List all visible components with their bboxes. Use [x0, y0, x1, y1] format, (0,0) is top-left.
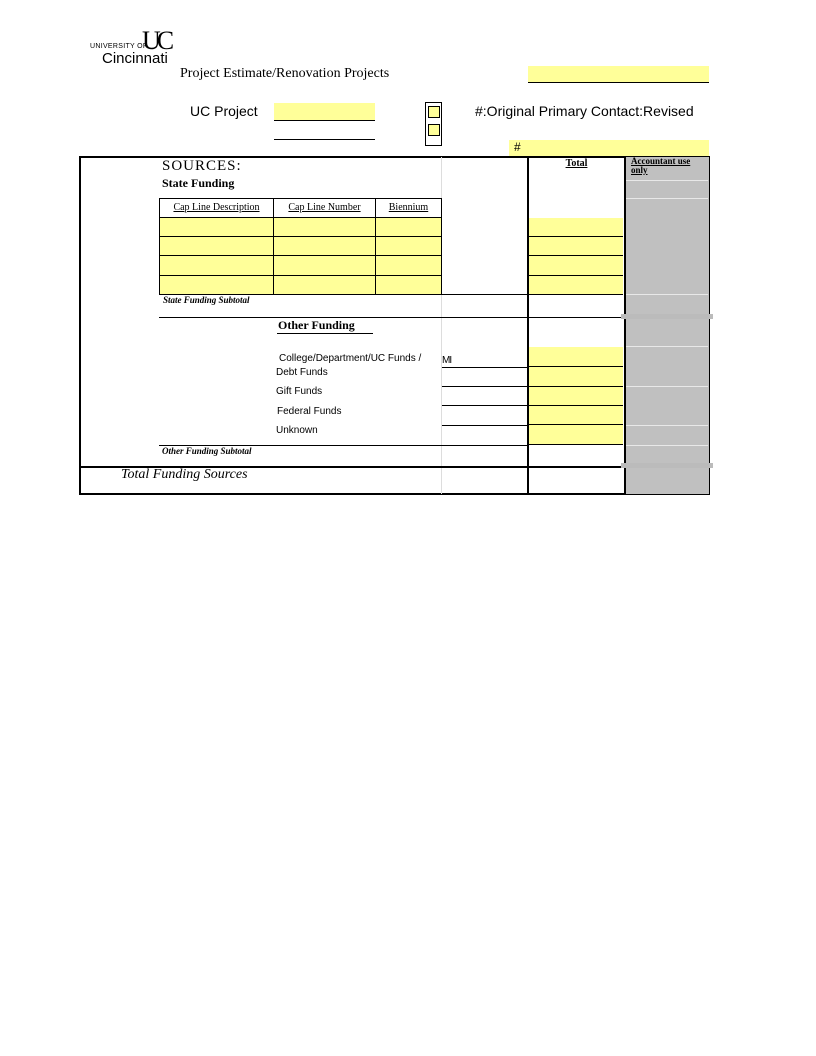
- other-subtotal-label: Other Funding Subtotal: [162, 446, 252, 456]
- biennium-header: Biennium: [375, 198, 442, 218]
- cap-line-description-header: Cap Line Description: [159, 198, 274, 218]
- sources-heading: SOURCES:: [162, 158, 242, 174]
- state-subtotal-label: State Funding Subtotal: [163, 295, 250, 305]
- university-logo: [88, 28, 178, 68]
- total-header: Total: [565, 158, 588, 169]
- other-total-cell-5[interactable]: [529, 425, 623, 445]
- accountant-grid-4: [626, 346, 708, 347]
- state-total-cell-4[interactable]: [529, 276, 623, 295]
- total-sources-marker: [621, 463, 713, 468]
- contact-line-label: #:Original Primary Contact:Revised: [475, 103, 694, 119]
- cap-num-cell-3[interactable]: [273, 255, 376, 276]
- accountant-header: Accountant use only: [631, 156, 691, 175]
- other-total-cell-4[interactable]: [529, 406, 623, 425]
- other-total-cell-2[interactable]: [529, 367, 623, 387]
- revised-checkbox[interactable]: [428, 124, 440, 136]
- original-checkbox[interactable]: [428, 106, 440, 118]
- debt-funds-label: Debt Funds: [276, 367, 328, 378]
- accountant-grid-6: [626, 425, 708, 426]
- state-subtotal-bottom-line: [159, 317, 624, 318]
- logo-university-of: UNIVERSITY OF: [90, 43, 148, 50]
- cap-desc-cell-2[interactable]: [159, 236, 274, 256]
- cap-desc-cell-1[interactable]: [159, 217, 274, 237]
- cap-desc-cell-3[interactable]: [159, 255, 274, 276]
- mi-label: MI: [442, 355, 452, 366]
- state-subtotal-marker: [621, 314, 713, 319]
- other-total-cell-1[interactable]: [529, 347, 623, 367]
- gift-funds-label: Gift Funds: [276, 386, 323, 397]
- college-funds-line: [442, 367, 528, 368]
- accountant-grid-1: [626, 180, 708, 181]
- accountant-grid-7: [626, 445, 708, 446]
- checkbox-group: [425, 102, 442, 146]
- state-total-cell-2[interactable]: [529, 237, 623, 256]
- gift-funds-line: [442, 405, 528, 406]
- state-subtotal-top-line: [442, 294, 528, 295]
- other-total-cell-3[interactable]: [529, 387, 623, 406]
- uc-project-label: UC Project: [190, 103, 258, 119]
- cap-num-cell-1[interactable]: [273, 217, 376, 237]
- accountant-column: [624, 157, 709, 494]
- uc-project-input[interactable]: [274, 103, 375, 121]
- cap-line-number-header: Cap Line Number: [273, 198, 376, 218]
- biennium-cell-4[interactable]: [375, 275, 442, 295]
- total-sources-label: Total Funding Sources: [121, 467, 248, 482]
- accountant-grid-2: [626, 198, 708, 199]
- federal-funds-line: [442, 425, 528, 426]
- biennium-cell-2[interactable]: [375, 236, 442, 256]
- title-input-field[interactable]: [528, 66, 709, 83]
- cap-desc-cell-4[interactable]: [159, 275, 274, 295]
- biennium-cell-1[interactable]: [375, 217, 442, 237]
- accountant-grid-5: [626, 386, 708, 387]
- logo-monogram: UC: [142, 26, 171, 55]
- other-funding-heading: Other Funding: [278, 318, 355, 332]
- federal-funds-label: Federal Funds: [277, 406, 342, 417]
- logo-cincinnati: Cincinnati: [102, 50, 168, 67]
- other-funding-underline: [277, 333, 373, 334]
- biennium-cell-3[interactable]: [375, 255, 442, 276]
- hash-label: #: [514, 140, 521, 154]
- uc-project-line-2: [274, 139, 375, 140]
- state-total-cell-1[interactable]: [529, 218, 623, 237]
- hash-input-field[interactable]: [509, 140, 709, 156]
- page-title: Project Estimate/Renovation Projects: [180, 66, 390, 81]
- state-total-cell-3[interactable]: [529, 256, 623, 276]
- college-funds-label: College/Department/UC Funds /: [279, 353, 422, 364]
- unknown-label: Unknown: [276, 425, 318, 436]
- state-funding-heading: State Funding: [162, 176, 235, 190]
- debt-funds-line: [442, 386, 528, 387]
- cap-num-cell-4[interactable]: [273, 275, 376, 295]
- cap-num-cell-2[interactable]: [273, 236, 376, 256]
- accountant-grid-3: [626, 294, 708, 295]
